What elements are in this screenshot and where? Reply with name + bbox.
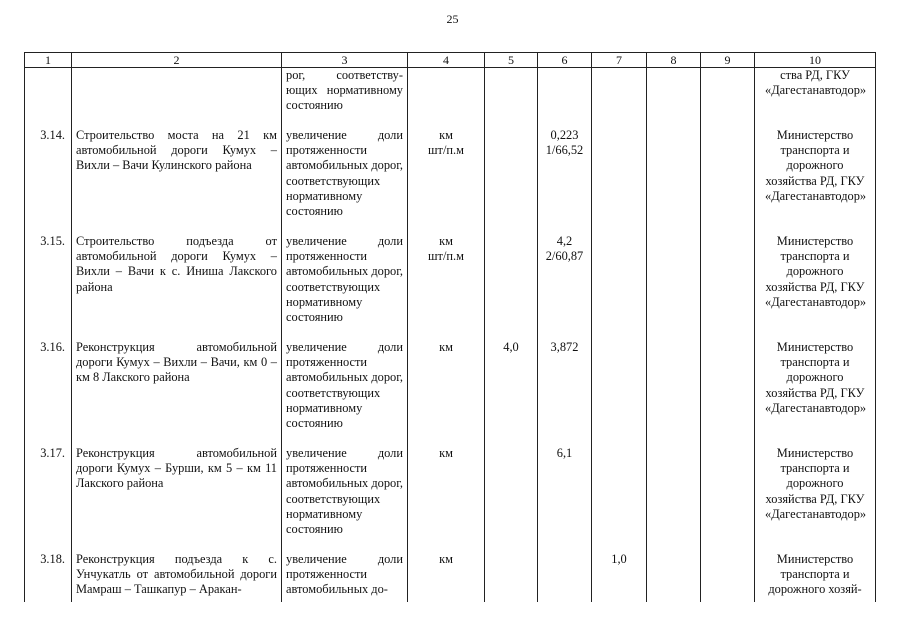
table-row	[25, 234, 876, 326]
executor-cell: Министерство транспорта и дорожного хозяй-	[755, 552, 876, 602]
value-col6	[538, 552, 592, 602]
indicator-cell: увеличение доли протяженности автомобильных до-	[282, 552, 408, 602]
executor-cell: Министерство транспорта и дорожного хозяйства РД, ГКУ «Дагестанавтодор»	[755, 234, 876, 326]
row-number: 3.16.	[25, 340, 72, 432]
value-col5: 4,0	[485, 340, 538, 432]
indicator-cell: увеличение доли протяженности автомобильных дорог, соответствующих нормативному состоянию	[282, 340, 408, 432]
header-cell: 6	[538, 53, 592, 68]
value-col9	[701, 552, 755, 602]
value-col9	[701, 128, 755, 220]
executor-cell: ства РД, ГКУ «Дагестанавтодор»	[755, 68, 876, 115]
header-cell: 9	[701, 53, 755, 68]
executor-cell: Министерство транспорта и дорожного хозяйства РД, ГКУ «Дагестанавтодор»	[755, 446, 876, 538]
row-number: 3.17.	[25, 446, 72, 538]
header-cell: 7	[592, 53, 647, 68]
value-col7	[592, 234, 647, 326]
row-spacer	[25, 220, 876, 234]
row-spacer	[25, 326, 876, 340]
value-col5	[485, 552, 538, 602]
value-col7: 1,0	[592, 552, 647, 602]
value-col8	[647, 128, 701, 220]
unit-cell: км	[408, 552, 485, 602]
unit-cell: км шт/п.м	[408, 128, 485, 220]
row-number: 3.15.	[25, 234, 72, 326]
executor-cell: Министерство транспорта и дорожного хозяйства РД, ГКУ «Дагестанавтодор»	[755, 340, 876, 432]
value-col7	[592, 128, 647, 220]
continuation-row	[25, 68, 876, 115]
table-row	[25, 552, 876, 602]
value-col7	[592, 446, 647, 538]
table-row	[25, 128, 876, 220]
row-spacer	[25, 432, 876, 446]
value-col7	[592, 340, 647, 432]
row-number: 3.18.	[25, 552, 72, 602]
value-col6: 4,2 2/60,87	[538, 234, 592, 326]
row-spacer	[25, 538, 876, 552]
value-col9	[701, 234, 755, 326]
indicator-cell: рог, соответству-ющих нормативному состоянию	[282, 68, 408, 115]
value-col6: 3,872	[538, 340, 592, 432]
header-cell: 2	[72, 53, 282, 68]
indicator-cell: увеличение доли протяженности автомобильных дорог, соответствующих нормативному состоянию	[282, 234, 408, 326]
measure-name: Реконструкция подъезда к с. Унчукатль от автомобильной дороги Мамраш – Ташкапур – Аракан-	[72, 552, 282, 602]
table-row	[25, 340, 876, 432]
page-number: 25	[446, 12, 459, 26]
table-row	[25, 446, 876, 538]
value-col8	[647, 340, 701, 432]
header-row	[25, 53, 876, 68]
header-cell: 10	[755, 53, 876, 68]
value-col6: 0,223 1/66,52	[538, 128, 592, 220]
measure-name: Реконструкция автомобильной дороги Кумух – Вихли – Вачи, км 0 – км 8 Лакского района	[72, 340, 282, 432]
unit-cell: км шт/п.м	[408, 234, 485, 326]
measure-name: Реконструкция автомобильной дороги Кумух – Бурши, км 5 – км 11 Лакского района	[72, 446, 282, 538]
value-col8	[647, 234, 701, 326]
value-col5	[485, 446, 538, 538]
header-cell: 1	[25, 53, 72, 68]
row-spacer	[25, 114, 876, 128]
value-col8	[647, 446, 701, 538]
indicator-cell: увеличение доли протяженности автомобильных дорог, соответствующих нормативному состоянию	[282, 446, 408, 538]
value-col9	[701, 446, 755, 538]
value-col5	[485, 234, 538, 326]
indicator-cell: увеличение доли протяженности автомобильных дорог, соответствующих нормативному состоянию	[282, 128, 408, 220]
unit-cell: км	[408, 340, 485, 432]
program-table	[24, 52, 876, 602]
unit-cell: км	[408, 446, 485, 538]
header-cell: 4	[408, 53, 485, 68]
value-col9	[701, 340, 755, 432]
value-col6: 6,1	[538, 446, 592, 538]
header-cell: 3	[282, 53, 408, 68]
value-col8	[647, 552, 701, 602]
header-cell: 5	[485, 53, 538, 68]
measure-name: Строительство подъезда от автомобильной дороги Кумух – Вихли – Вачи к с. Иниша Лакского района	[72, 234, 282, 326]
row-number: 3.14.	[25, 128, 72, 220]
executor-cell: Министерство транспорта и дорожного хозяйства РД, ГКУ «Дагестанавтодор»	[755, 128, 876, 220]
measure-name: Строительство моста на 21 км автомобильной дороги Кумух – Вихли – Вачи Кулинского района	[72, 128, 282, 220]
value-col5	[485, 128, 538, 220]
header-cell: 8	[647, 53, 701, 68]
